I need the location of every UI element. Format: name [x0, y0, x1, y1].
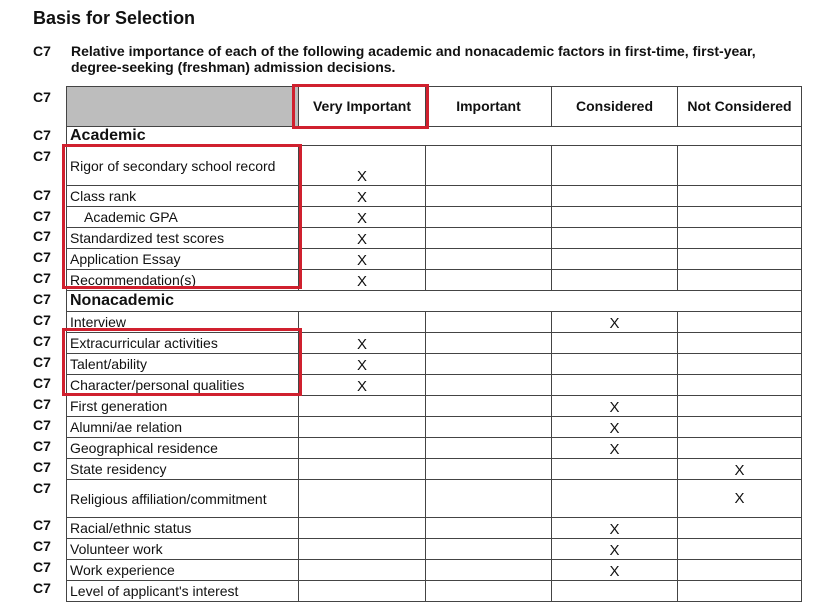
- col-very-important: Very Important: [299, 87, 426, 127]
- mark-cell: [678, 560, 802, 581]
- row-code: C7: [33, 312, 51, 328]
- mark-cell: [552, 249, 678, 270]
- mark-cell: [426, 312, 552, 333]
- table-row: [67, 560, 802, 581]
- mark-cell: [426, 480, 552, 518]
- mark-cell: [426, 333, 552, 354]
- factor-label: Racial/ethnic status: [67, 518, 299, 539]
- mark-cell: [552, 581, 678, 602]
- mark-cell: [299, 480, 426, 518]
- row-code: C7: [33, 187, 51, 203]
- mark-cell: X: [552, 396, 678, 417]
- row-code: C7: [33, 354, 51, 370]
- mark-cell: [426, 396, 552, 417]
- factor-label: Level of applicant's interest: [67, 581, 299, 602]
- factor-label: Religious affiliation/commitment: [67, 480, 299, 518]
- mark-cell: X: [299, 186, 426, 207]
- row-code: C7: [33, 580, 51, 596]
- header-row: [67, 87, 802, 127]
- mark-cell: [426, 581, 552, 602]
- mark-cell: [552, 333, 678, 354]
- factor-label: Rigor of secondary school record: [67, 146, 299, 186]
- mark-cell: [678, 207, 802, 228]
- row-code: C7: [33, 480, 51, 496]
- mark-cell: [426, 186, 552, 207]
- factor-label: Application Essay: [67, 249, 299, 270]
- academic-heading: Academic: [67, 127, 802, 146]
- factor-label: Class rank: [67, 186, 299, 207]
- factor-label: Volunteer work: [67, 539, 299, 560]
- mark-cell: X: [299, 249, 426, 270]
- mark-cell: [678, 518, 802, 539]
- col-not-considered: Not Considered: [678, 87, 802, 127]
- mark-cell: [299, 560, 426, 581]
- mark-cell: [552, 354, 678, 375]
- table-row: [67, 480, 802, 518]
- factor-label: Standardized test scores: [67, 228, 299, 249]
- mark-cell: [678, 186, 802, 207]
- factor-label: Geographical residence: [67, 438, 299, 459]
- mark-cell: [552, 480, 678, 518]
- mark-cell: X: [678, 459, 802, 480]
- mark-cell: [299, 518, 426, 539]
- mark-cell: [678, 146, 802, 186]
- mark-cell: [552, 375, 678, 396]
- mark-cell: [426, 207, 552, 228]
- table-row: [67, 581, 802, 602]
- factor-label: Recommendation(s): [67, 270, 299, 291]
- table-row: [67, 438, 802, 459]
- header-blank-cell: [67, 87, 299, 127]
- mark-cell: X: [299, 270, 426, 291]
- factor-label: Alumni/ae relation: [67, 417, 299, 438]
- row-code: C7: [33, 417, 51, 433]
- mark-cell: [426, 539, 552, 560]
- mark-cell: [426, 354, 552, 375]
- factor-label: Character/personal qualities: [67, 375, 299, 396]
- question-code: C7: [33, 43, 51, 59]
- mark-cell: [552, 228, 678, 249]
- mark-cell: [678, 375, 802, 396]
- mark-cell: [678, 270, 802, 291]
- mark-cell: X: [299, 207, 426, 228]
- factor-label: Extracurricular activities: [67, 333, 299, 354]
- section-title: Basis for Selection: [33, 8, 196, 28]
- mark-cell: [426, 146, 552, 186]
- mark-cell: [426, 375, 552, 396]
- row-code: C7: [33, 228, 51, 244]
- mark-cell: [299, 438, 426, 459]
- table-row: [67, 459, 802, 480]
- mark-cell: X: [552, 539, 678, 560]
- factor-label: Interview: [67, 312, 299, 333]
- mark-cell: X: [552, 312, 678, 333]
- mark-cell: [426, 228, 552, 249]
- row-code: C7: [33, 148, 51, 164]
- row-code: C7: [33, 517, 51, 533]
- mark-cell: [299, 396, 426, 417]
- mark-cell: [552, 207, 678, 228]
- table-row: [67, 518, 802, 539]
- mark-cell: [552, 270, 678, 291]
- mark-cell: [552, 459, 678, 480]
- row-code: C7: [33, 270, 51, 286]
- mark-cell: [299, 417, 426, 438]
- row-code: C7: [33, 559, 51, 575]
- mark-cell: [299, 539, 426, 560]
- question-text: Relative importance of each of the following academic and nonacademic factors in first-time, first-year, degree-seeking (freshman) admission decisions.: [71, 43, 756, 75]
- row-code: C7: [33, 375, 51, 391]
- col-important: Important: [426, 87, 552, 127]
- section-row: [67, 291, 802, 312]
- mark-cell: X: [299, 375, 426, 396]
- mark-cell: X: [552, 560, 678, 581]
- row-code: C7: [33, 127, 51, 143]
- mark-cell: [426, 249, 552, 270]
- col-considered: Considered: [552, 87, 678, 127]
- mark-cell: X: [299, 354, 426, 375]
- mark-cell: [678, 396, 802, 417]
- row-code: C7: [33, 438, 51, 454]
- mark-cell: [678, 312, 802, 333]
- table-row: [67, 417, 802, 438]
- mark-cell: [426, 270, 552, 291]
- row-code: C7: [33, 291, 51, 307]
- mark-cell: X: [552, 417, 678, 438]
- mark-cell: X: [552, 518, 678, 539]
- mark-cell: X: [678, 480, 802, 518]
- mark-cell: [678, 581, 802, 602]
- nonacademic-heading: Nonacademic: [67, 291, 802, 312]
- mark-cell: X: [552, 438, 678, 459]
- mark-cell: [426, 560, 552, 581]
- mark-cell: [299, 459, 426, 480]
- mark-cell: [678, 417, 802, 438]
- highlight-academic-factors: [62, 144, 302, 289]
- mark-cell: [678, 249, 802, 270]
- mark-cell: [299, 312, 426, 333]
- factor-label: Work experience: [67, 560, 299, 581]
- mark-cell: [426, 459, 552, 480]
- section-row: [67, 127, 802, 146]
- mark-cell: [678, 228, 802, 249]
- mark-cell: [426, 518, 552, 539]
- row-code: C7: [33, 396, 51, 412]
- mark-cell: [426, 417, 552, 438]
- factor-label: State residency: [67, 459, 299, 480]
- mark-cell: [426, 438, 552, 459]
- mark-cell: X: [299, 146, 426, 186]
- factor-label: First generation: [67, 396, 299, 417]
- row-code: C7: [33, 208, 51, 224]
- highlight-nonacademic-factors: [62, 328, 302, 396]
- row-code: C7: [33, 333, 51, 349]
- mark-cell: [678, 438, 802, 459]
- row-code: C7: [33, 89, 51, 105]
- highlight-very-important-header: [292, 84, 429, 129]
- mark-cell: X: [299, 228, 426, 249]
- table-row: [67, 539, 802, 560]
- mark-cell: [299, 581, 426, 602]
- row-code: C7: [33, 538, 51, 554]
- mark-cell: [678, 539, 802, 560]
- mark-cell: X: [299, 333, 426, 354]
- row-code: C7: [33, 249, 51, 265]
- factor-label: Talent/ability: [67, 354, 299, 375]
- table-row: [67, 396, 802, 417]
- mark-cell: [678, 333, 802, 354]
- mark-cell: [552, 146, 678, 186]
- row-code: C7: [33, 459, 51, 475]
- factor-label: Academic GPA: [67, 207, 299, 228]
- mark-cell: [552, 186, 678, 207]
- mark-cell: [678, 354, 802, 375]
